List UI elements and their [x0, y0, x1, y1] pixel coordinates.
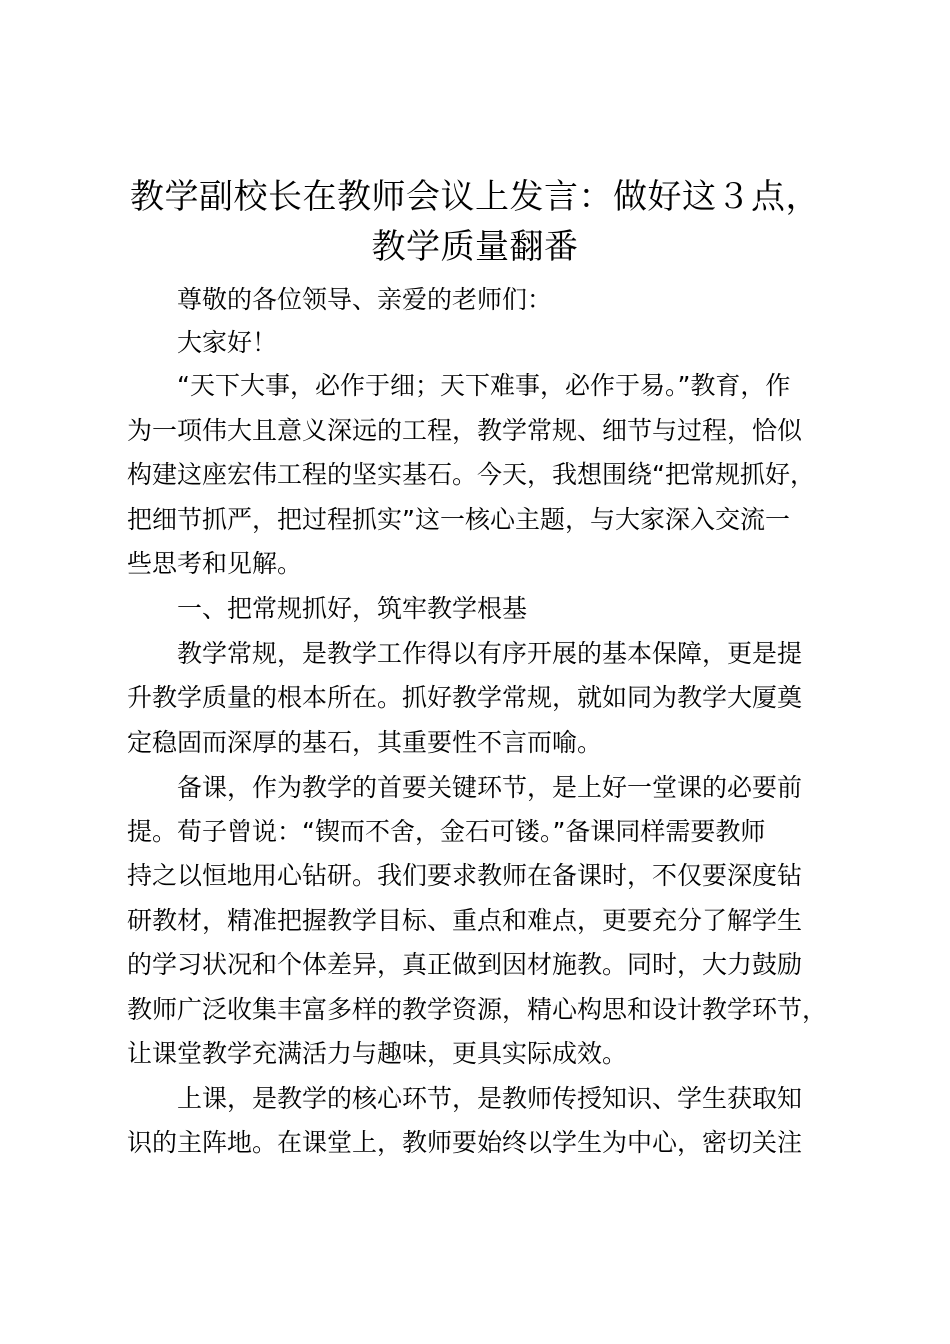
- paragraph-3-line-6: 教师广泛收集丰富多样的教学资源，精心构思和设计教学环节，: [127, 995, 828, 1024]
- document-title-line-2: 教学质量翻番: [371, 227, 579, 267]
- paragraph-1-line-5: 些思考和见解。: [127, 549, 303, 578]
- paragraph-1-line-3: 构建这座宏伟工程的坚实基石。今天，我想围绕“把常规抓好，: [127, 460, 815, 489]
- paragraph-2-line-2: 升教学质量的根本所在。抓好教学常规，就如同为教学大厦奠: [127, 683, 803, 712]
- paragraph-1-line-1: “天下大事，必作于细；天下难事，必作于易。”教育，作: [177, 371, 791, 400]
- paragraph-2-line-1: 教学常规，是教学工作得以有序开展的基本保障，更是提: [177, 639, 803, 668]
- paragraph-3-line-4: 研教材，精准把握教学目标、重点和难点，更要充分了解学生: [127, 906, 803, 935]
- paragraph-3-line-3: 持之以恒地用心钻研。我们要求教师在备课时，不仅要深度钻: [127, 861, 803, 890]
- paragraph-1-line-4: 把细节抓严，把过程抓实”这一核心主题，与大家深入交流一: [127, 505, 790, 534]
- document-title-line-1: 教学副校长在教师会议上发言：做好这３点，: [130, 177, 820, 217]
- paragraph-2-line-3: 定稳固而深厚的基石，其重要性不言而喻。: [127, 728, 603, 757]
- paragraph-3-line-7: 让课堂教学充满活力与趣味，更具实际成效。: [127, 1039, 628, 1068]
- paragraph-4-line-2: 识的主阵地。在课堂上，教师要始终以学生为中心，密切关注: [127, 1128, 803, 1157]
- paragraph-3-line-2: 提。荀子曾说：“锲而不舍，金石可镂。”备课同样需要教师: [127, 817, 766, 846]
- paragraph-3-line-1: 备课，作为教学的首要关键环节，是上好一堂课的必要前: [177, 773, 803, 802]
- paragraph-3-line-5: 的学习状况和个体差异，真正做到因材施教。同时，大力鼓励: [127, 950, 803, 979]
- paragraph-4-line-1: 上课，是教学的核心环节，是教师传授知识、学生获取知: [177, 1084, 803, 1113]
- paragraph-1-line-2: 为一项伟大且意义深远的工程，教学常规、细节与过程，恰似: [127, 416, 803, 445]
- section-heading-1: 一、把常规抓好，筑牢教学根基: [177, 594, 528, 623]
- salutation: 尊敬的各位领导、亲爱的老师们：: [177, 285, 553, 314]
- greeting: 大家好！: [177, 328, 278, 357]
